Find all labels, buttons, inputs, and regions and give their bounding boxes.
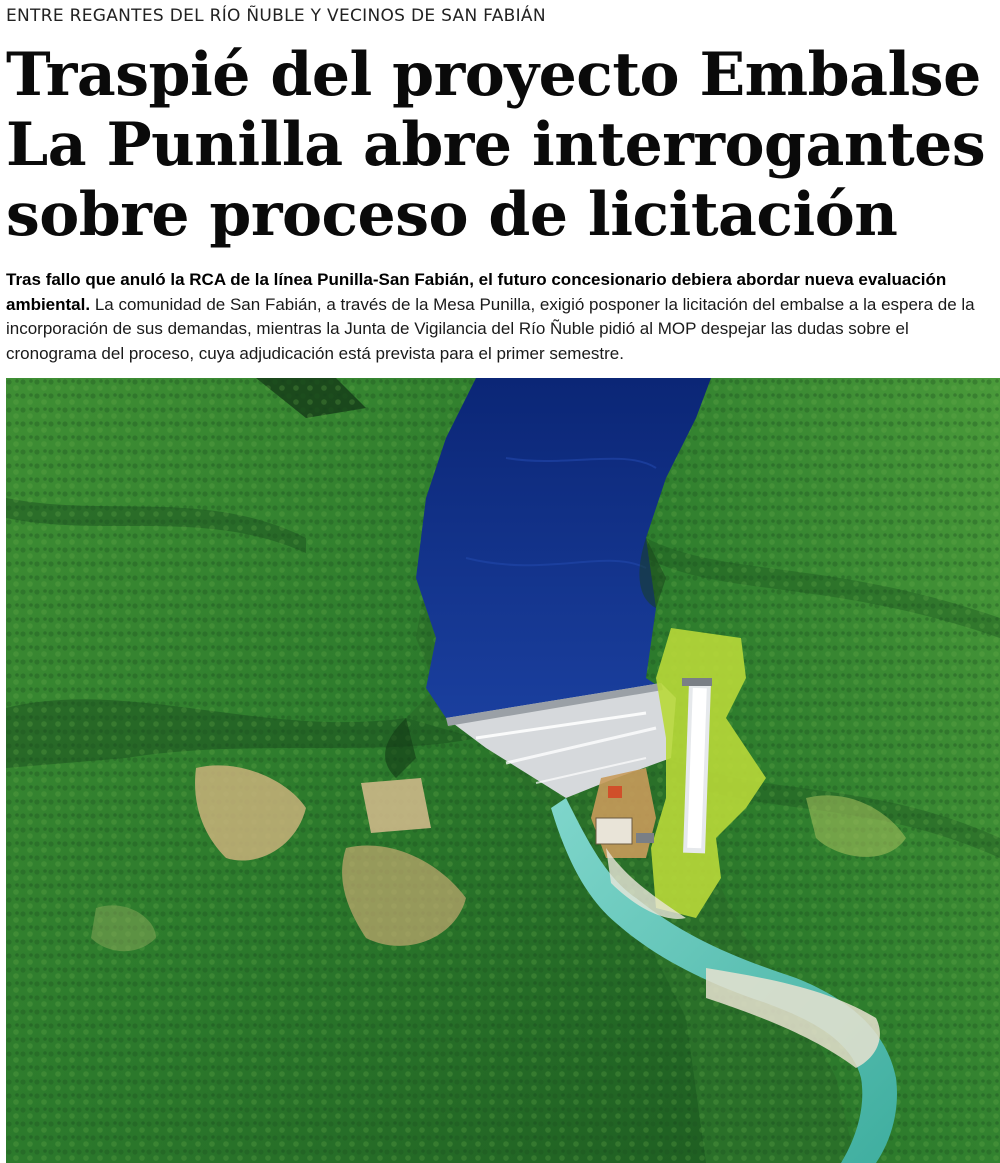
article-kicker: ENTRE REGANTES DEL RÍO ÑUBLE Y VECINOS DE SAN FABIÁN xyxy=(6,6,546,26)
aerial-render-reservoir-icon xyxy=(6,378,1000,1163)
aerial-render-reservoir-image xyxy=(6,378,1000,1163)
deck-lead: Tras fallo que anuló la RCA de la línea Punilla-San Fabián, el futuro concesionario debiera abordar nueva evaluación ambiental. xyxy=(6,270,947,314)
deck-body: La comunidad de San Fabián, a través de la Mesa Punilla, exigió posponer la licitación del embalse a la espera de la incorporación de sus demandas, mientras la Junta de Vigilancia del Río Ñuble pidió al MOP despejar las dudas sobre el cronograma del proceso, cuya adjudicación está prevista para el primer semestre. xyxy=(6,294,975,363)
headline-line-3: sobre proceso de licitación xyxy=(6,180,898,250)
headline-line-1: Traspié del proyecto Embalse xyxy=(6,40,981,110)
article-deck xyxy=(6,268,991,366)
headline-line-2: La Punilla abre interrogantes xyxy=(6,110,986,180)
article-headline xyxy=(6,40,996,250)
